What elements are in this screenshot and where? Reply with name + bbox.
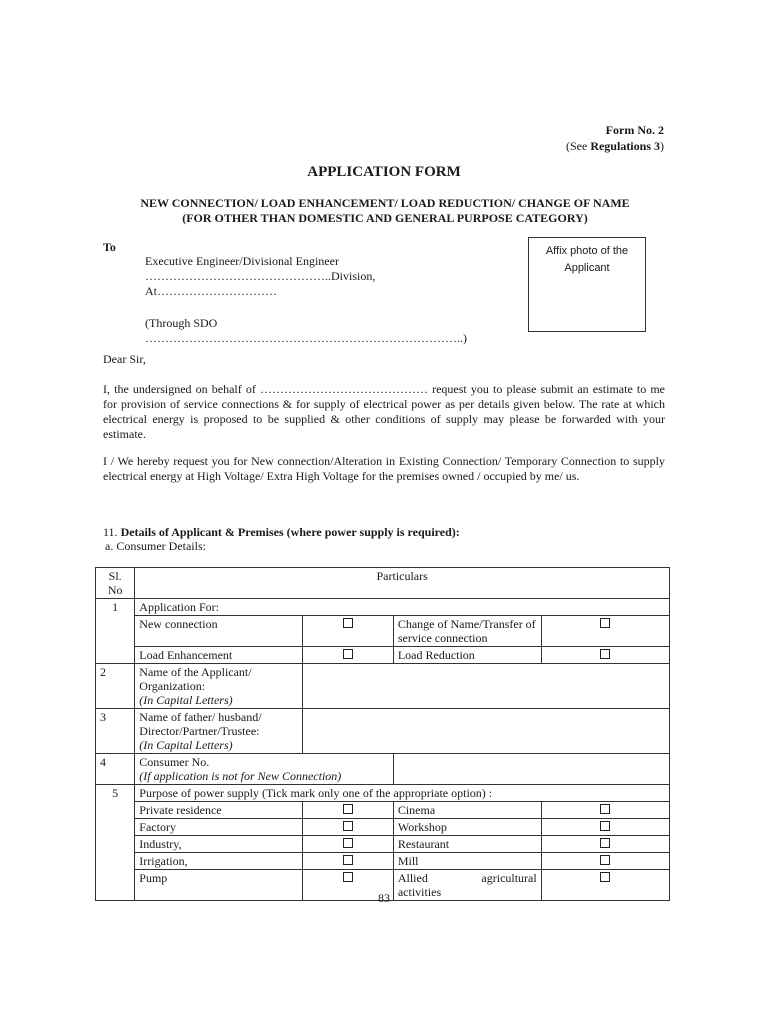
purpose-checkbox[interactable] xyxy=(541,802,669,819)
applicant-name-field[interactable] xyxy=(302,664,669,709)
address-at: At………………………… xyxy=(145,284,277,298)
purpose-option: Restaurant xyxy=(393,836,541,853)
row-number: 2 xyxy=(96,664,135,709)
checkbox-icon xyxy=(343,821,353,831)
capital-letters-note: (In Capital Letters) xyxy=(139,738,233,752)
checkbox-icon xyxy=(600,618,610,628)
purpose-option: Pump xyxy=(135,870,303,901)
row-number: 1 xyxy=(96,599,135,664)
change-of-name-checkbox[interactable] xyxy=(541,616,669,647)
connection-request-paragraph: I / We hereby request you for New connection/Alteration in Existing Connection/ Temporary Connection to supply electrical energy at High Voltage/ Extra High Voltage for the premises owned / occupied by me/ us. xyxy=(103,454,665,483)
purpose-option: Mill xyxy=(393,853,541,870)
photo-box-line-2: Applicant xyxy=(564,262,610,274)
checkbox-icon xyxy=(343,872,353,882)
option-load-reduction: Load Reduction xyxy=(393,647,541,664)
photo-box xyxy=(528,237,646,332)
section-subheading: a. Consumer Details: xyxy=(105,539,206,553)
checkbox-icon xyxy=(343,649,353,659)
request-paragraph: I, the undersigned on behalf of …………………………………… request you to please submit an estimate to me for provision of service connections & for supply of electrical power as per details given below. The rate at which electrical energy is proposed to be supplied & other conditions of supply may please be forwarded with your estimate. xyxy=(103,382,665,441)
table-row xyxy=(96,616,670,647)
address-division: ………………………………………..Division, xyxy=(145,269,376,283)
subtitle-line-1: NEW CONNECTION/ LOAD ENHANCEMENT/ LOAD REDUCTION/ CHANGE OF NAME xyxy=(140,196,630,210)
checkbox-icon xyxy=(600,838,610,848)
subtitle-line-2: (FOR OTHER THAN DOMESTIC AND GENERAL PURPOSE CATEGORY) xyxy=(182,211,588,225)
table-row xyxy=(96,853,670,870)
table-row xyxy=(96,664,670,709)
form-number: Form No. 2 xyxy=(605,123,664,137)
purpose-checkbox[interactable] xyxy=(541,853,669,870)
consumer-no-field[interactable] xyxy=(393,754,669,785)
purpose-label: Purpose of power supply (Tick mark only one of the appropriate option) : xyxy=(135,785,670,802)
table-row xyxy=(96,819,670,836)
checkbox-icon xyxy=(600,855,610,865)
photo-box-line-1: Affix photo of the xyxy=(545,245,629,257)
see-suffix: ) xyxy=(660,139,664,153)
address-sdo-blank: ……………………………………………………………………..) xyxy=(145,331,467,345)
checkbox-icon xyxy=(600,872,610,882)
address-through-sdo: (Through SDO xyxy=(145,316,218,330)
option-change-of-name: Change of Name/Transfer of service connection xyxy=(393,616,541,647)
option-new-connection: New connection xyxy=(135,616,303,647)
applicant-name-label xyxy=(135,664,303,709)
form-subtitle xyxy=(100,196,670,226)
purpose-checkbox[interactable] xyxy=(541,836,669,853)
to-label: To xyxy=(103,240,116,254)
checkbox-icon xyxy=(343,855,353,865)
load-reduction-checkbox[interactable] xyxy=(541,647,669,664)
purpose-option: Workshop xyxy=(393,819,541,836)
header-particulars: Particulars xyxy=(135,568,670,599)
checkbox-icon xyxy=(343,804,353,814)
purpose-option: Factory xyxy=(135,819,303,836)
row-number: 3 xyxy=(96,709,135,754)
purpose-option: Private residence xyxy=(135,802,303,819)
checkbox-icon xyxy=(600,821,610,831)
purpose-checkbox[interactable] xyxy=(302,819,393,836)
consumer-no-label xyxy=(135,754,394,785)
page-number: 83 xyxy=(378,891,390,905)
header-sl-no: Sl. No xyxy=(96,568,135,599)
section-heading xyxy=(103,525,460,553)
applicant-name-text: Name of the Applicant/ Organization: xyxy=(139,665,252,693)
father-name-field[interactable] xyxy=(302,709,669,754)
capital-letters-note: (In Capital Letters) xyxy=(139,693,233,707)
father-name-label xyxy=(135,709,303,754)
load-enhancement-checkbox[interactable] xyxy=(302,647,393,664)
see-prefix: (See xyxy=(565,139,591,153)
table-row xyxy=(96,802,670,819)
option-load-enhancement: Load Enhancement xyxy=(135,647,303,664)
allied-word: Allied xyxy=(397,871,428,885)
application-for-label: Application For: xyxy=(135,599,670,616)
section-number: 11. xyxy=(103,525,121,539)
section-title: Details of Applicant & Premises (where power supply is required): xyxy=(120,525,460,539)
row-number: 4 xyxy=(96,754,135,785)
purpose-checkbox[interactable] xyxy=(302,802,393,819)
table-row xyxy=(96,647,670,664)
table-row xyxy=(96,836,670,853)
regulation-name: Regulations 3 xyxy=(590,139,660,153)
table-row xyxy=(96,785,670,802)
consumer-details-table xyxy=(95,567,670,901)
purpose-checkbox[interactable] xyxy=(302,853,393,870)
address-line-1: Executive Engineer/Divisional Engineer xyxy=(145,254,339,268)
consumer-no-text: Consumer No. xyxy=(139,755,210,769)
table-header-row xyxy=(96,568,670,599)
regulation-reference xyxy=(566,138,664,154)
checkbox-icon xyxy=(600,649,610,659)
salutation: Dear Sir, xyxy=(103,352,146,366)
purpose-option: Industry, xyxy=(135,836,303,853)
form-title: APPLICATION FORM xyxy=(307,164,461,180)
activities-word: activities xyxy=(397,885,442,899)
new-connection-checkbox[interactable] xyxy=(302,616,393,647)
agricultural-word: agricultural xyxy=(481,871,537,885)
consumer-no-note: (If application is not for New Connection) xyxy=(139,769,342,783)
table-row xyxy=(96,709,670,754)
table-row xyxy=(96,599,670,616)
checkbox-icon xyxy=(600,804,610,814)
checkbox-icon xyxy=(343,618,353,628)
purpose-option: Cinema xyxy=(393,802,541,819)
purpose-checkbox[interactable] xyxy=(302,836,393,853)
row-number: 5 xyxy=(96,785,135,901)
father-name-text: Name of father/ husband/ Director/Partner/Trustee: xyxy=(139,710,262,738)
table-row xyxy=(96,754,670,785)
purpose-option: Irrigation, xyxy=(135,853,303,870)
form-number-block xyxy=(566,122,664,154)
recipient-address xyxy=(145,254,467,346)
purpose-checkbox[interactable] xyxy=(541,819,669,836)
checkbox-icon xyxy=(343,838,353,848)
